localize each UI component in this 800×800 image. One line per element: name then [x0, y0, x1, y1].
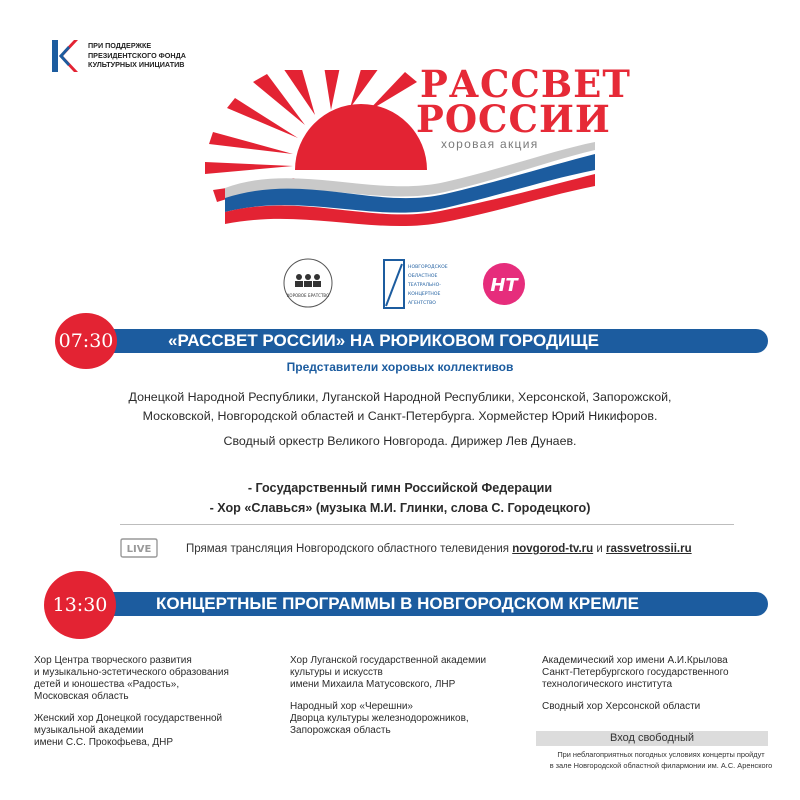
- program-item: - Хор «Славься» (музыка М.И. Глинки, слова С. Городецкого): [209, 501, 591, 515]
- nt-logo-text: НТ: [490, 275, 518, 296]
- nt-tv-logo: [482, 262, 526, 306]
- event1-banner: [96, 329, 768, 353]
- event2-title: КОНЦЕРТНЫЕ ПРОГРАММЫ В НОВГОРОДСКОМ КРЕМЛЕ: [156, 594, 639, 613]
- regions-text: [0, 388, 800, 426]
- weather-note-line: в зале Новгородской областной филармонии им. А.С. Аренского: [549, 761, 773, 770]
- logo-subtitle: хоровая акция: [441, 137, 539, 151]
- broadcast-conjunction: и: [593, 543, 606, 555]
- sponsor-line: КУЛЬТУРНЫХ ИНИЦИАТИВ: [88, 60, 185, 69]
- choir-entry: Народный хор «Черешни» Дворца культуры железнодорожников, Запорожская область: [290, 701, 469, 736]
- event2-time: 13:30: [44, 571, 116, 639]
- choirs-column-2: [290, 655, 535, 747]
- sponsor-line: ПРИ ПОДДЕРЖКЕ: [88, 41, 152, 50]
- logo-title-line1: РАССВЕТ: [420, 62, 631, 106]
- live-broadcast-icon: [119, 537, 159, 559]
- agency-line: ТЕАТРАЛЬНО-: [408, 283, 441, 288]
- sponsor-line: ПРЕЗИДЕНТСКОГО ФОНДА: [88, 50, 186, 60]
- logo-title-line2: РОССИИ: [416, 97, 611, 141]
- broadcast-prefix: Прямая трансляция Новгородского областного телевидения: [186, 543, 513, 555]
- choirs-column-1: [34, 655, 279, 759]
- agency-line: КОНЦЕРТНОЕ: [408, 292, 441, 297]
- sponsor-text: [88, 41, 186, 70]
- program-list: [0, 478, 800, 518]
- divider: [120, 524, 734, 525]
- orchestra-text: Сводный оркестр Великого Новгорода. Дирижер Лев Дунаев.: [223, 434, 577, 448]
- theatre-agency-logo: [383, 258, 453, 310]
- agency-line: АГЕНТСТВО: [408, 301, 436, 306]
- weather-note: [536, 749, 786, 771]
- choir-brotherhood-text: ХОРОВОЕ БРАТСТВО: [286, 293, 330, 298]
- choir-brotherhood-logo: [282, 257, 334, 309]
- event1-title: «РАССВЕТ РОССИИ» НА РЮРИКОВОМ ГОРОДИЩЕ: [168, 331, 599, 350]
- regions-line: Донецкой Народной Республики, Луганской Народной Республики, Херсонской, Запорожской,: [128, 390, 672, 404]
- presidential-fund-logo: [52, 40, 78, 72]
- representatives-title: Представители хоровых коллективов: [286, 360, 514, 374]
- event1-time: 07:30: [55, 313, 117, 369]
- choir-entry: Академический хор имени А.И.Крылова Санкт-Петербургского государственного технологического института: [542, 655, 729, 690]
- agency-line: ОБЛАСТНОЕ: [408, 274, 438, 279]
- free-entry-badge: Вход свободный: [536, 731, 768, 746]
- weather-note-line: При неблагоприятных погодных условиях концерты пройдут: [557, 750, 765, 759]
- novgorod-tv-link[interactable]: novgorod-tv.ru: [512, 543, 594, 555]
- agency-line: НОВГОРОДСКОЕ: [408, 265, 448, 270]
- choir-entry: Женский хор Донецкой государственной музыкальной академии имени С.С. Прокофьева, ДНР: [34, 713, 223, 748]
- choir-entry: Сводный хор Херсонской области: [542, 701, 701, 712]
- choirs-column-3: [542, 655, 782, 723]
- rassvetrossii-link[interactable]: rassvetrossii.ru: [605, 543, 692, 555]
- program-item: - Государственный гимн Российской Федерации: [247, 481, 553, 495]
- live-label: LIVE: [126, 544, 152, 555]
- regions-line: Московской, Новгородской областей и Санкт-Петербурга. Хормейстер Юрий Никифоров.: [142, 409, 658, 423]
- choir-entry: Хор Центра творческого развития и музыкально-эстетического образования детей и юношества «Радость», Московская область: [34, 655, 229, 702]
- broadcast-text: [186, 543, 692, 555]
- event2-banner: [96, 592, 768, 616]
- choir-entry: Хор Луганской государственной академии культуры и искусств имени Михаила Матусовского, ЛНР: [290, 655, 487, 690]
